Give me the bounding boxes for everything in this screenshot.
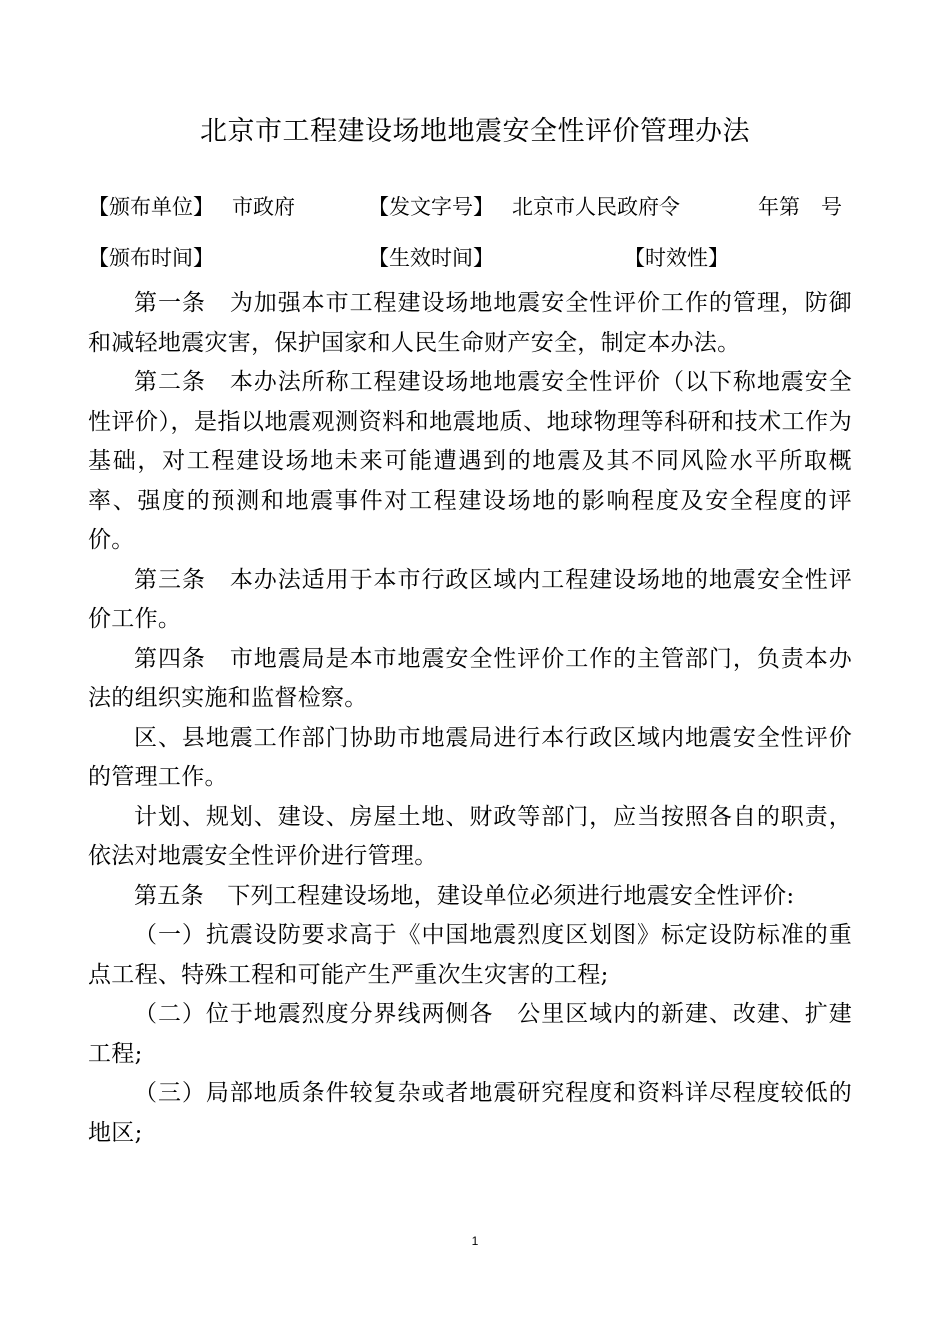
article-1-paragraph: 第一条 为加强本市工程建设场地地震安全性评价工作的管理，防御和减轻地震灾害，保护国家和人民生命财产安全，制定本办法。 [88,290,852,356]
doc-no-label: 【发文字号】 [368,195,494,219]
article-2-paragraph: 第二条 本办法所称工程建设场地地震安全性评价（以下称地震安全性评价），是指以地震观测资料和地震地质、地球物理等科研和技术工作为基础，对工程建设场地未来可能遭遇到的地震及其不同风险水平所取概率、强度的预测和地震事件对工程建设场地的影响程度及安全程度的评价。 [88,369,852,553]
document-body [88,284,852,1153]
document-title: 北京市工程建设场地地震安全性评价管理办法 [200,116,750,147]
article-5-item-1: （一）抗震设防要求高于《中国地震烈度区划图》标定设防标准的重点工程、特殊工程和可能产生严重次生灾害的工程; [88,922,852,988]
article-5-paragraph: 第五条 下列工程建设场地，建设单位必须进行地震安全性评价: [134,882,795,909]
issuer-label: 【颁布单位】 [88,195,214,219]
page-number: 1 [471,1234,479,1248]
doc-no-suffix: 年第 号 [758,195,842,219]
district-role-paragraph: 区、县地震工作部门协助市地震局进行本行政区域内地震安全性评价的管理工作。 [88,724,852,790]
article-3-paragraph: 第三条 本办法适用于本市行政区域内工程建设场地的地震安全性评价工作。 [88,566,852,632]
issue-date-label: 【颁布时间】 [88,246,214,270]
article-5-item-3: （三）局部地质条件较复杂或者地震研究程度和资料详尽程度较低的地区; [88,1080,852,1146]
departments-role-paragraph: 计划、规划、建设、房屋土地、财政等部门，应当按照各自的职责，依法对地震安全性评价进行管理。 [88,803,852,869]
article-4-paragraph: 第四条 市地震局是本市地震安全性评价工作的主管部门，负责本办法的组织实施和监督检察。 [88,645,852,711]
doc-no-value: 北京市人民政府令 [512,195,680,219]
effective-date-label: 【生效时间】 [368,246,494,270]
meta-row-issuer [88,190,868,224]
article-5-item-2: （二）位于地震烈度分界线两侧各 公里区域内的新建、改建、扩建工程; [88,1001,852,1067]
validity-label: 【时效性】 [624,246,729,270]
meta-row-dates [88,241,868,275]
issuer-value: 市政府 [232,195,295,219]
